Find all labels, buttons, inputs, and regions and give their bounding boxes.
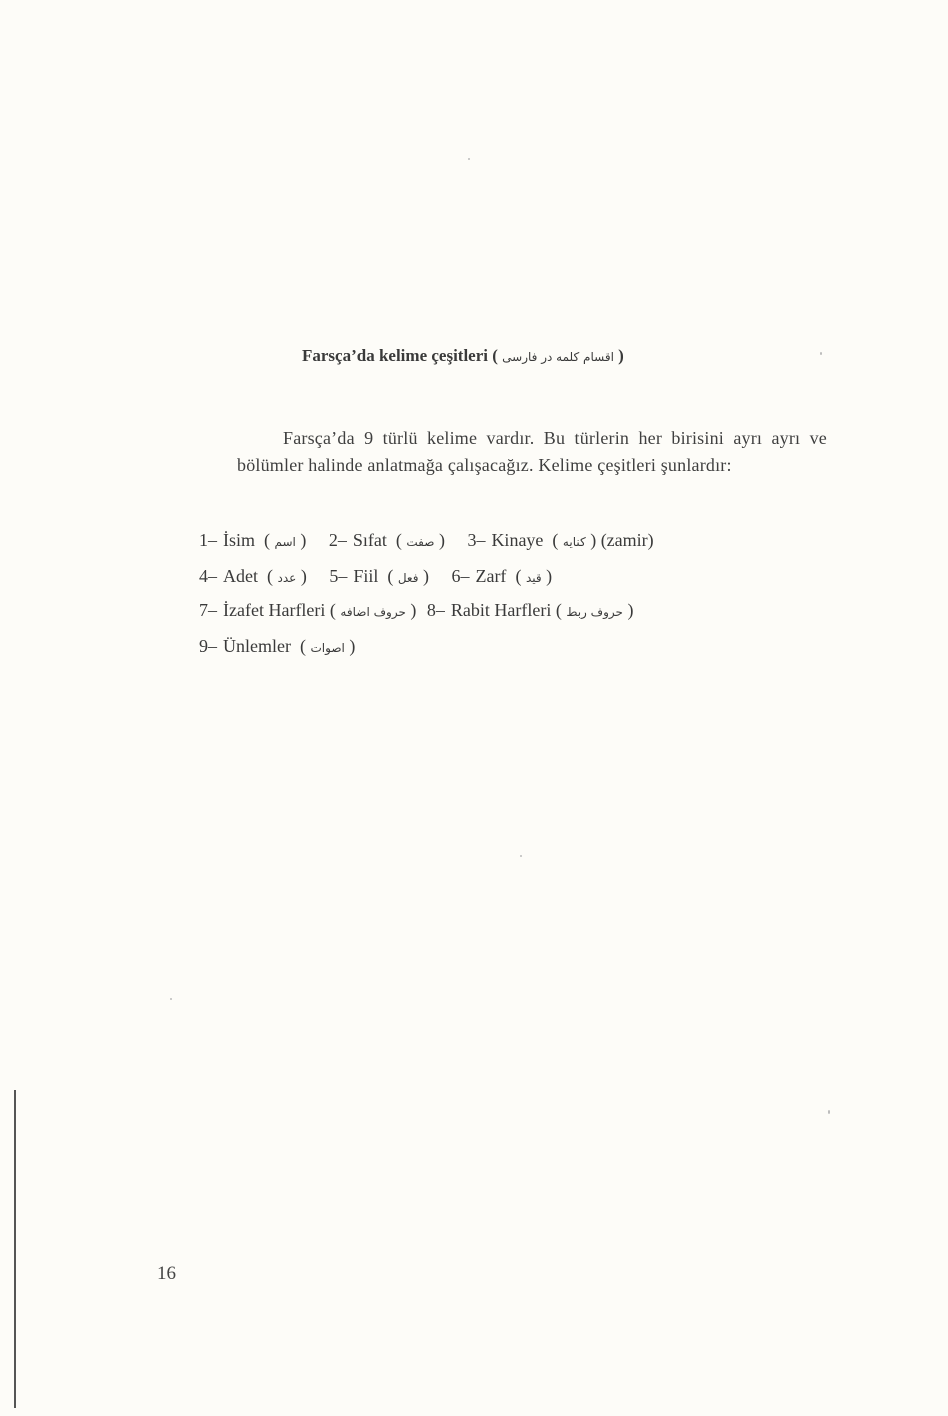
item-arabic: حروف ربط [566, 605, 623, 619]
item-number: 9– [199, 636, 217, 656]
word-type-row-1 [199, 530, 672, 551]
item-number: 4– [199, 566, 217, 586]
list-item: 5– Fiil ( فعل ) [329, 566, 429, 586]
item-arabic: اصوات [310, 641, 345, 655]
list-item: 3– Kinaye ( کنایه ) (zamir) [467, 530, 654, 550]
item-label: Adet [223, 566, 258, 586]
heading-text: Farsça’da kelime çeşitleri ( [302, 346, 498, 365]
item-arabic: قید [525, 571, 542, 585]
item-label: İzafet Harfleri [223, 600, 326, 620]
heading-arabic: اقسام کلمه در فارسی [502, 350, 614, 364]
intro-text: Farsça’da 9 türlü kelime vardır. Bu türlerin her birisini ayrı ayrı ve bölümler halinde anlatmağa çalışacağız. Kelime çeşitleri şunlardır: [237, 428, 827, 475]
item-number: 6– [451, 566, 470, 586]
item-label: Rabit Harfleri [450, 600, 552, 620]
item-arabic: حروف اضافه [340, 605, 406, 619]
section-heading [302, 346, 624, 366]
item-arabic: کنایه [562, 535, 586, 549]
item-number: 1– [199, 530, 217, 550]
item-number: 2– [328, 530, 347, 550]
item-arabic: عدد [277, 571, 297, 585]
paper-speck [170, 998, 172, 1000]
item-label: Kinaye [491, 530, 544, 550]
page-number: 16 [157, 1263, 176, 1284]
item-extra: (zamir) [600, 530, 654, 550]
paper-speck [520, 855, 522, 857]
intro-paragraph [237, 425, 827, 479]
word-type-row-2 [199, 566, 570, 587]
list-item: 8– Rabit Harfleri ( حروف ربط ) [426, 600, 634, 620]
binding-edge-line [14, 1090, 16, 1408]
list-item: 9– Ünlemler ( اصوات ) [199, 636, 356, 656]
item-number: 3– [467, 530, 486, 550]
item-number: 5– [329, 566, 348, 586]
paper-speck [820, 352, 822, 355]
word-type-row-3 [199, 600, 651, 621]
list-item: 7– İzafet Harfleri ( حروف اضافه ) [199, 600, 417, 620]
item-number: 8– [426, 600, 445, 620]
item-label: İsim [223, 530, 256, 550]
list-item: 6– Zarf ( قید ) [451, 566, 553, 586]
heading-close: ) [618, 346, 624, 365]
item-arabic: اسم [274, 535, 296, 549]
paper-speck [828, 1110, 830, 1114]
word-type-row-4 [199, 636, 373, 657]
item-number: 7– [199, 600, 217, 620]
item-arabic: صفت [406, 535, 435, 549]
item-arabic: فعل [397, 571, 419, 585]
list-item: 4– Adet ( عدد ) [199, 566, 307, 586]
list-item: 2– Sıfat ( صفت ) [328, 530, 445, 550]
list-item: 1– İsim ( اسم ) [199, 530, 307, 550]
item-label: Zarf [475, 566, 507, 586]
item-label: Ünlemler [223, 636, 291, 656]
item-label: Fiil [353, 566, 379, 586]
paper-speck [468, 158, 470, 160]
item-label: Sıfat [352, 530, 387, 550]
